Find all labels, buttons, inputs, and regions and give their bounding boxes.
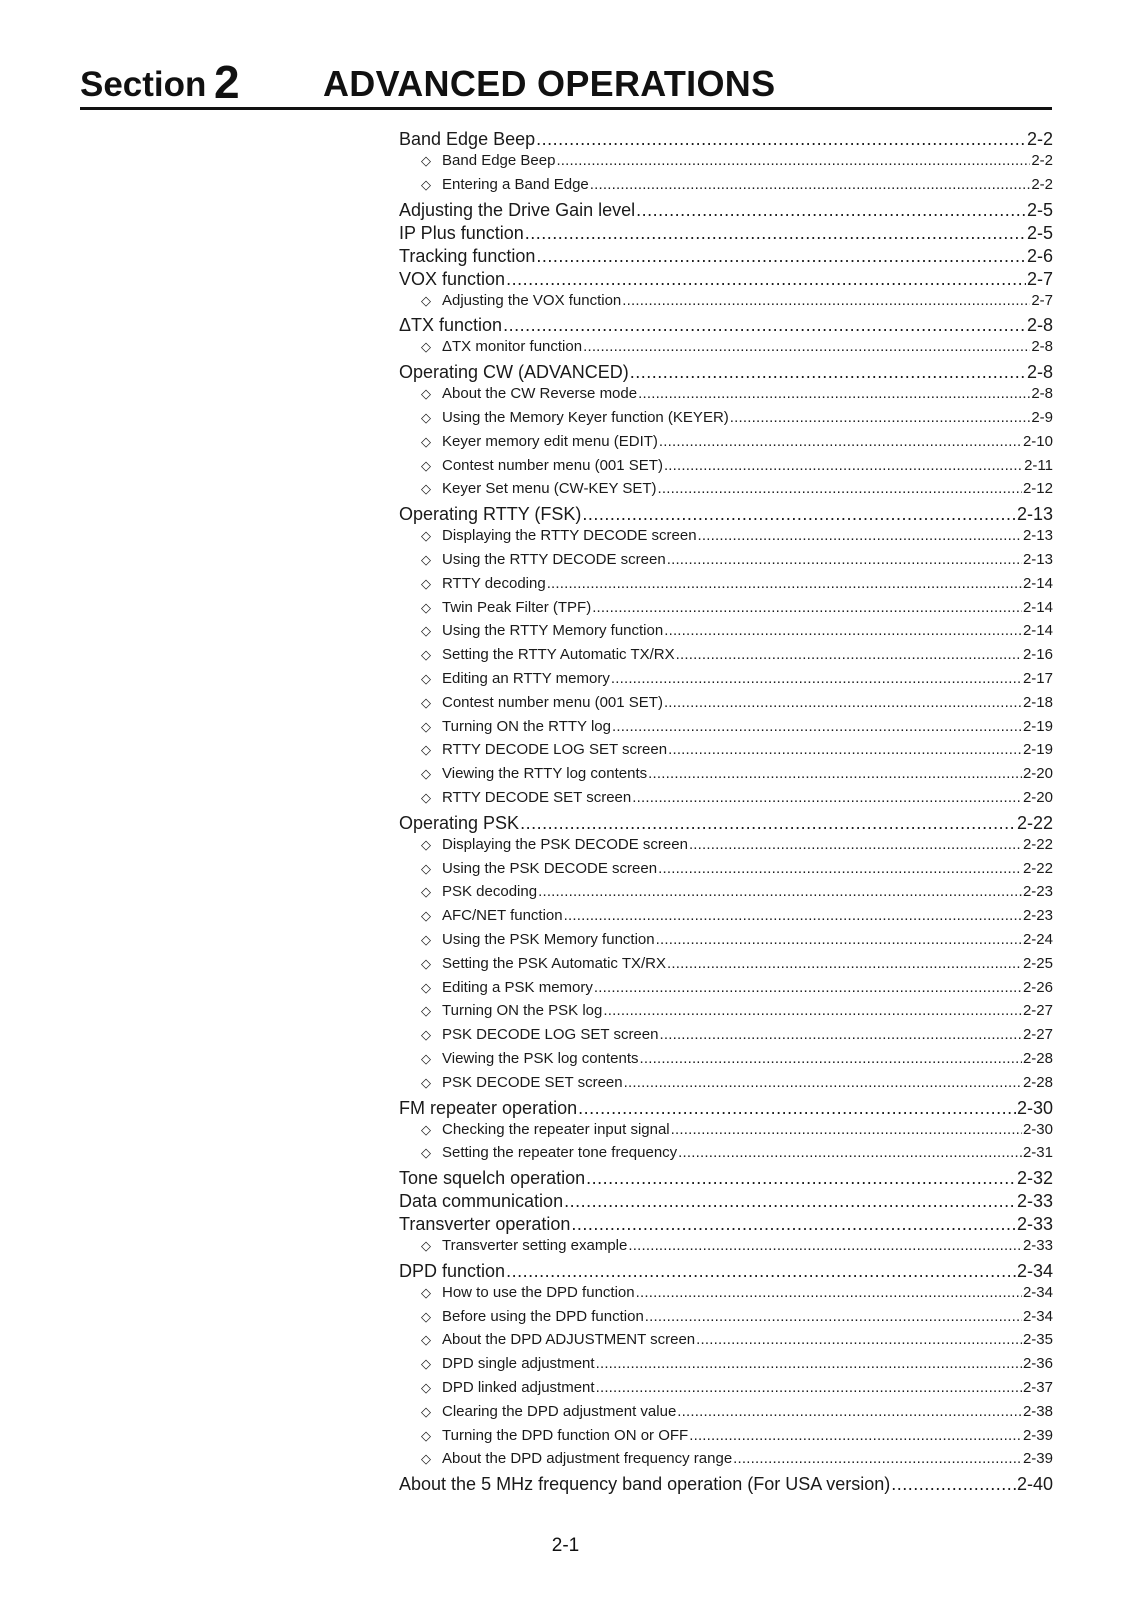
- toc-entry-page: 2-19: [1022, 717, 1053, 735]
- toc-entry[interactable]: [399, 246, 1053, 269]
- dot-leader: [632, 789, 1022, 806]
- toc-entry-title: ΔTX monitor function: [442, 338, 583, 356]
- toc-entry-page: 2-7: [1031, 291, 1053, 309]
- dot-leader: [596, 1379, 1022, 1396]
- diamond-bullet-icon: ◇: [421, 1027, 431, 1043]
- toc-entry-title: DPD linked adjustment: [442, 1379, 595, 1397]
- toc-entry[interactable]: [399, 223, 1053, 246]
- toc-entry-page: 2-20: [1022, 788, 1053, 806]
- dot-leader: [696, 1331, 1022, 1348]
- toc-entry-page: 2-32: [1016, 1168, 1053, 1189]
- toc-entry-page: 2-23: [1022, 883, 1053, 901]
- toc-entry-title: Displaying the PSK DECODE screen: [442, 835, 688, 853]
- dot-leader: [636, 200, 1026, 221]
- toc-entry-page: 2-2: [1026, 129, 1053, 149]
- toc-entry-page: 2-37: [1022, 1379, 1053, 1397]
- toc-entry[interactable]: [399, 1168, 1053, 1191]
- diamond-bullet-icon: ◇: [421, 599, 431, 615]
- toc-entry[interactable]: [399, 129, 1053, 152]
- toc-entry-title: Setting the RTTY Automatic TX/RX: [442, 646, 675, 664]
- dot-leader: [582, 504, 1016, 525]
- toc-entry-page: 2-6: [1026, 245, 1053, 266]
- toc-entry-title: Using the RTTY DECODE screen: [442, 550, 666, 568]
- toc-entry-title: DPD single adjustment: [442, 1355, 595, 1373]
- toc-entry-page: 2-11: [1024, 456, 1053, 474]
- toc-entry-title: Using the PSK DECODE screen: [442, 859, 658, 877]
- toc-subentry[interactable]: [399, 1002, 1053, 1026]
- toc-entry-title: Contest number menu (001 SET): [442, 693, 663, 711]
- diamond-bullet-icon: ◇: [421, 670, 431, 686]
- toc-subentry[interactable]: [399, 385, 1053, 409]
- dot-leader: [664, 622, 1022, 639]
- toc-entry-title: RTTY DECODE SET screen: [442, 788, 632, 806]
- toc-entry-title: Viewing the PSK log contents: [442, 1049, 639, 1067]
- toc-entry-title: Using the PSK Memory function: [442, 930, 655, 948]
- toc-subentry[interactable]: [399, 1379, 1053, 1403]
- dot-leader: [525, 223, 1026, 244]
- toc-entry[interactable]: [399, 200, 1053, 223]
- toc-entry-page: 2-22: [1022, 859, 1053, 877]
- diamond-bullet-icon: ◇: [421, 153, 431, 168]
- toc-entry[interactable]: [399, 269, 1053, 292]
- toc-subentry[interactable]: [399, 1308, 1053, 1332]
- toc-entry[interactable]: [399, 1474, 1053, 1497]
- toc-subentry[interactable]: [399, 694, 1053, 718]
- toc-entry-title: DPD function: [399, 1260, 506, 1281]
- toc-entry[interactable]: [399, 1261, 1053, 1284]
- toc-entry-title: Tracking function: [399, 245, 536, 266]
- diamond-bullet-icon: ◇: [421, 860, 431, 876]
- toc-entry-page: 2-25: [1022, 954, 1053, 972]
- dot-leader: [611, 670, 1022, 687]
- toc-entry-page: 2-7: [1026, 268, 1053, 289]
- toc-entry-title: Tone squelch operation: [399, 1168, 586, 1189]
- dot-leader: [677, 1403, 1022, 1420]
- diamond-bullet-icon: ◇: [421, 1308, 431, 1324]
- toc-entry-title: Clearing the DPD adjustment value: [442, 1402, 677, 1420]
- toc-entry-title: Contest number menu (001 SET): [442, 456, 663, 474]
- dot-leader: [659, 433, 1022, 450]
- toc-subentry[interactable]: [399, 1284, 1053, 1308]
- toc-subentry[interactable]: [399, 1121, 1053, 1145]
- toc-entry-title: Editing an RTTY memory: [442, 669, 610, 687]
- toc-entry-page: 2-2: [1031, 152, 1053, 169]
- toc-entry-title: Operating PSK: [399, 812, 520, 833]
- toc-entry-page: 2-2: [1031, 175, 1053, 193]
- diamond-bullet-icon: ◇: [421, 481, 431, 497]
- toc-subentry[interactable]: [399, 718, 1053, 742]
- dot-leader: [664, 694, 1022, 711]
- dot-leader: [536, 246, 1026, 267]
- dot-leader: [667, 955, 1022, 972]
- dot-leader: [640, 1050, 1022, 1067]
- toc-entry-title: RTTY DECODE LOG SET screen: [442, 741, 668, 759]
- toc-entry-title: ΔTX function: [399, 315, 503, 336]
- toc-subentry[interactable]: [399, 955, 1053, 979]
- dot-leader: [628, 1237, 1022, 1254]
- diamond-bullet-icon: ◇: [421, 1121, 431, 1137]
- diamond-bullet-icon: ◇: [421, 1380, 431, 1396]
- diamond-bullet-icon: ◇: [421, 931, 431, 947]
- toc-entry-title: Twin Peak Filter (TPF): [442, 598, 592, 616]
- dot-leader: [658, 480, 1022, 497]
- dot-leader: [594, 979, 1022, 996]
- toc-entry-title: IP Plus function: [399, 222, 524, 243]
- diamond-bullet-icon: ◇: [421, 1238, 431, 1254]
- dot-leader: [668, 741, 1022, 758]
- toc-entry-title: About the CW Reverse mode: [442, 385, 638, 403]
- toc-entry-page: 2-8: [1026, 315, 1053, 336]
- diamond-bullet-icon: ◇: [421, 528, 431, 544]
- toc-subentry[interactable]: [399, 292, 1053, 316]
- toc-entry-page: 2-13: [1022, 527, 1053, 545]
- toc-entry-title: PSK DECODE LOG SET screen: [442, 1026, 659, 1044]
- toc-entry-page: 2-19: [1022, 741, 1053, 759]
- toc-entry-title: Transverter setting example: [442, 1237, 628, 1255]
- toc-entry-title: About the 5 MHz frequency band operation (For USA version): [399, 1474, 891, 1495]
- toc-entry-title: Turning the DPD function ON or OFF: [442, 1426, 689, 1444]
- toc-entry-title: Turning ON the RTTY log: [442, 717, 611, 735]
- dot-leader: [648, 765, 1022, 782]
- dot-leader: [659, 1026, 1022, 1043]
- toc-entry-title: Operating RTTY (FSK): [399, 504, 582, 525]
- toc-entry-title: Operating CW (ADVANCED): [399, 362, 629, 383]
- toc-subentry[interactable]: [399, 480, 1053, 504]
- toc-subentry[interactable]: [399, 836, 1053, 860]
- toc-entry-title: Adjusting the VOX function: [442, 291, 622, 309]
- toc-entry-page: 2-33: [1016, 1214, 1053, 1235]
- section-header: [80, 55, 1052, 110]
- diamond-bullet-icon: ◇: [421, 409, 431, 425]
- toc-entry-page: 2-23: [1022, 907, 1053, 925]
- toc-entry-page: 2-8: [1026, 362, 1053, 383]
- diamond-bullet-icon: ◇: [421, 1356, 431, 1372]
- toc-subentry[interactable]: [399, 551, 1053, 575]
- dot-leader: [592, 599, 1022, 616]
- dot-leader: [520, 813, 1016, 834]
- toc-subentry[interactable]: [399, 1144, 1053, 1168]
- dot-leader: [698, 527, 1022, 544]
- toc-subentry[interactable]: [399, 931, 1053, 955]
- toc-subentry[interactable]: [399, 1237, 1053, 1261]
- diamond-bullet-icon: ◇: [421, 789, 431, 805]
- toc-entry-page: 2-9: [1031, 408, 1053, 426]
- dot-leader: [624, 1074, 1022, 1091]
- dot-leader: [658, 860, 1022, 877]
- toc-entry-title: Before using the DPD function: [442, 1307, 644, 1325]
- dot-leader: [671, 1121, 1022, 1138]
- toc-entry-page: 2-22: [1022, 835, 1053, 853]
- toc-subentry[interactable]: [399, 907, 1053, 931]
- toc-entry-title: Using the Memory Keyer function (KEYER): [442, 408, 729, 426]
- toc-entry-page: 2-14: [1022, 598, 1053, 616]
- toc-subentry[interactable]: [399, 1355, 1053, 1379]
- toc-subentry[interactable]: [399, 1403, 1053, 1427]
- page-title: ADVANCED OPERATIONS: [323, 63, 776, 104]
- diamond-bullet-icon: ◇: [421, 742, 431, 758]
- diamond-bullet-icon: ◇: [421, 1284, 431, 1300]
- toc-subentry[interactable]: [399, 1450, 1053, 1474]
- diamond-bullet-icon: ◇: [421, 647, 431, 663]
- toc-entry-page: 2-22: [1016, 812, 1053, 833]
- dot-leader: [678, 1144, 1022, 1161]
- toc-subentry[interactable]: [399, 789, 1053, 813]
- dot-leader: [612, 718, 1022, 735]
- toc-entry-title: Turning ON the PSK log: [442, 1002, 603, 1020]
- toc-entry-title: Band Edge Beep: [399, 129, 536, 149]
- toc-entry[interactable]: [399, 504, 1053, 527]
- toc-subentry[interactable]: [399, 433, 1053, 457]
- toc-entry-page: 2-5: [1026, 199, 1053, 220]
- toc-subentry[interactable]: [399, 152, 1053, 176]
- toc-entry-title: About the DPD adjustment frequency range: [442, 1450, 733, 1468]
- dot-leader: [656, 931, 1022, 948]
- diamond-bullet-icon: ◇: [421, 908, 431, 924]
- toc-entry-page: 2-5: [1026, 222, 1053, 243]
- toc-entry-title: AFC/NET function: [442, 907, 563, 925]
- diamond-bullet-icon: ◇: [421, 1451, 431, 1467]
- toc-entry-page: 2-17: [1022, 669, 1053, 687]
- toc-entry-page: 2-39: [1022, 1426, 1053, 1444]
- toc-entry-page: 2-30: [1016, 1097, 1053, 1118]
- dot-leader: [564, 1191, 1016, 1212]
- toc-entry-title: RTTY decoding: [442, 574, 546, 592]
- toc-subentry[interactable]: [399, 765, 1053, 789]
- dot-leader: [891, 1474, 1016, 1495]
- diamond-bullet-icon: ◇: [421, 884, 431, 900]
- toc-subentry[interactable]: [399, 741, 1053, 765]
- dot-leader: [578, 1098, 1016, 1119]
- dot-leader: [676, 646, 1022, 663]
- toc-entry-page: 2-38: [1022, 1402, 1053, 1420]
- toc-entry-page: 2-31: [1022, 1144, 1053, 1162]
- toc-subentry[interactable]: [399, 979, 1053, 1003]
- toc-entry-title: Entering a Band Edge: [442, 175, 589, 193]
- diamond-bullet-icon: ◇: [421, 433, 431, 449]
- toc-entry-page: 2-8: [1031, 338, 1053, 356]
- dot-leader: [506, 1261, 1016, 1282]
- diamond-bullet-icon: ◇: [421, 386, 431, 402]
- diamond-bullet-icon: ◇: [421, 623, 431, 639]
- toc-entry-title: How to use the DPD function: [442, 1283, 635, 1301]
- toc-subentry[interactable]: [399, 527, 1053, 551]
- dot-leader: [664, 457, 1023, 474]
- dot-leader: [571, 1214, 1016, 1235]
- dot-leader: [636, 1284, 1022, 1301]
- toc-subentry[interactable]: [399, 860, 1053, 884]
- dot-leader: [583, 338, 1030, 355]
- toc-entry-page: 2-34: [1016, 1260, 1053, 1281]
- toc-entry-title: Viewing the RTTY log contents: [442, 765, 648, 783]
- toc-entry-page: 2-13: [1022, 550, 1053, 568]
- toc-entry-title: Editing a PSK memory: [442, 978, 593, 996]
- toc-entry[interactable]: [399, 813, 1053, 836]
- diamond-bullet-icon: ◇: [421, 1145, 431, 1161]
- toc-entry[interactable]: [399, 362, 1053, 385]
- diamond-bullet-icon: ◇: [421, 1427, 431, 1443]
- diamond-bullet-icon: ◇: [421, 955, 431, 971]
- toc-subentry[interactable]: [399, 670, 1053, 694]
- diamond-bullet-icon: ◇: [421, 1003, 431, 1019]
- toc-entry[interactable]: [399, 1191, 1053, 1214]
- toc-subentry[interactable]: [399, 338, 1053, 362]
- dot-leader: [536, 129, 1026, 150]
- dot-leader: [638, 385, 1030, 402]
- toc-entry-page: 2-34: [1022, 1307, 1053, 1325]
- dot-leader: [596, 1355, 1022, 1372]
- diamond-bullet-icon: ◇: [421, 292, 431, 308]
- section-label: Section: [80, 65, 207, 104]
- diamond-bullet-icon: ◇: [421, 1074, 431, 1090]
- dot-leader: [689, 1427, 1022, 1444]
- toc-entry-title: Displaying the RTTY DECODE screen: [442, 527, 697, 545]
- toc-subentry[interactable]: [399, 457, 1053, 481]
- toc-entry-title: About the DPD ADJUSTMENT screen: [442, 1331, 696, 1349]
- table-of-contents: [399, 129, 1053, 1497]
- toc-subentry[interactable]: [399, 409, 1053, 433]
- toc-entry-page: 2-28: [1022, 1073, 1053, 1091]
- toc-entry-page: 2-24: [1022, 930, 1053, 948]
- toc-entry-page: 2-28: [1022, 1049, 1053, 1067]
- diamond-bullet-icon: ◇: [421, 718, 431, 734]
- dot-leader: [586, 1168, 1016, 1189]
- diamond-bullet-icon: ◇: [421, 979, 431, 995]
- toc-entry-page: 2-34: [1022, 1283, 1053, 1301]
- dot-leader: [730, 409, 1031, 426]
- toc-entry-title: Transverter operation: [399, 1214, 571, 1235]
- dot-leader: [603, 1002, 1022, 1019]
- dot-leader: [506, 269, 1026, 290]
- toc-subentry[interactable]: [399, 1050, 1053, 1074]
- toc-subentry[interactable]: [399, 883, 1053, 907]
- toc-subentry[interactable]: [399, 575, 1053, 599]
- dot-leader: [689, 836, 1022, 853]
- dot-leader: [590, 176, 1031, 193]
- toc-entry-page: 2-8: [1031, 385, 1053, 403]
- toc-entry-page: 2-27: [1022, 1002, 1053, 1020]
- toc-entry-title: Adjusting the Drive Gain level: [399, 199, 636, 220]
- toc-subentry[interactable]: [399, 599, 1053, 623]
- diamond-bullet-icon: ◇: [421, 1332, 431, 1348]
- toc-entry-page: 2-39: [1022, 1450, 1053, 1468]
- toc-entry-page: 2-14: [1022, 622, 1053, 640]
- toc-entry-page: 2-36: [1022, 1355, 1053, 1373]
- diamond-bullet-icon: ◇: [421, 836, 431, 852]
- toc-entry-page: 2-13: [1016, 504, 1053, 525]
- dot-leader: [630, 362, 1026, 383]
- toc-entry-page: 2-20: [1022, 765, 1053, 783]
- toc-entry-title: Setting the PSK Automatic TX/RX: [442, 954, 667, 972]
- dot-leader: [622, 292, 1030, 309]
- dot-leader: [538, 883, 1022, 900]
- toc-subentry[interactable]: [399, 1074, 1053, 1098]
- toc-entry-title: Setting the repeater tone frequency: [442, 1144, 678, 1162]
- section-number: 2: [214, 56, 240, 108]
- toc-entry-page: 2-40: [1016, 1474, 1053, 1495]
- diamond-bullet-icon: ◇: [421, 551, 431, 567]
- toc-subentry[interactable]: [399, 1331, 1053, 1355]
- dot-leader: [556, 152, 1030, 169]
- toc-entry-title: Using the RTTY Memory function: [442, 622, 664, 640]
- toc-entry[interactable]: [399, 1214, 1053, 1237]
- toc-entry-title: Data communication: [399, 1191, 564, 1212]
- toc-entry-page: 2-18: [1022, 693, 1053, 711]
- toc-entry[interactable]: [399, 315, 1053, 338]
- dot-leader: [503, 315, 1026, 336]
- dot-leader: [667, 551, 1022, 568]
- toc-subentry[interactable]: [399, 1427, 1053, 1451]
- toc-entry-title: VOX function: [399, 268, 506, 289]
- toc-entry-title: Keyer memory edit menu (EDIT): [442, 432, 658, 450]
- toc-subentry[interactable]: [399, 622, 1053, 646]
- toc-entry-title: FM repeater operation: [399, 1097, 578, 1118]
- toc-entry-page: 2-30: [1022, 1120, 1053, 1138]
- toc-entry-page: 2-26: [1022, 978, 1053, 996]
- toc-entry-title: PSK DECODE SET screen: [442, 1073, 623, 1091]
- toc-entry-page: 2-10: [1022, 432, 1053, 450]
- toc-subentry[interactable]: [399, 1026, 1053, 1050]
- toc-entry-title: Checking the repeater input signal: [442, 1120, 670, 1138]
- dot-leader: [564, 907, 1022, 924]
- toc-entry-page: 2-33: [1022, 1237, 1053, 1255]
- diamond-bullet-icon: ◇: [421, 694, 431, 710]
- toc-entry-page: 2-35: [1022, 1331, 1053, 1349]
- dot-leader: [645, 1308, 1022, 1325]
- diamond-bullet-icon: ◇: [421, 457, 431, 473]
- toc-entry[interactable]: [399, 1098, 1053, 1121]
- page-number: 2-1: [551, 1535, 580, 1556]
- toc-subentry[interactable]: [399, 646, 1053, 670]
- diamond-bullet-icon: ◇: [421, 339, 431, 355]
- dot-leader: [547, 575, 1022, 592]
- toc-entry-title: Keyer Set menu (CW-KEY SET): [442, 480, 657, 498]
- toc-entry-title: PSK decoding: [442, 883, 538, 901]
- toc-entry-title: Band Edge Beep: [442, 152, 556, 169]
- toc-entry-page: 2-12: [1022, 480, 1053, 498]
- toc-entry-page: 2-27: [1022, 1026, 1053, 1044]
- toc-entry-page: 2-16: [1022, 646, 1053, 664]
- diamond-bullet-icon: ◇: [421, 1403, 431, 1419]
- diamond-bullet-icon: ◇: [421, 766, 431, 782]
- diamond-bullet-icon: ◇: [421, 176, 431, 192]
- dot-leader: [733, 1450, 1022, 1467]
- toc-subentry[interactable]: [399, 176, 1053, 200]
- diamond-bullet-icon: ◇: [421, 575, 431, 591]
- toc-entry-page: 2-33: [1016, 1191, 1053, 1212]
- diamond-bullet-icon: ◇: [421, 1050, 431, 1066]
- toc-entry-page: 2-14: [1022, 574, 1053, 592]
